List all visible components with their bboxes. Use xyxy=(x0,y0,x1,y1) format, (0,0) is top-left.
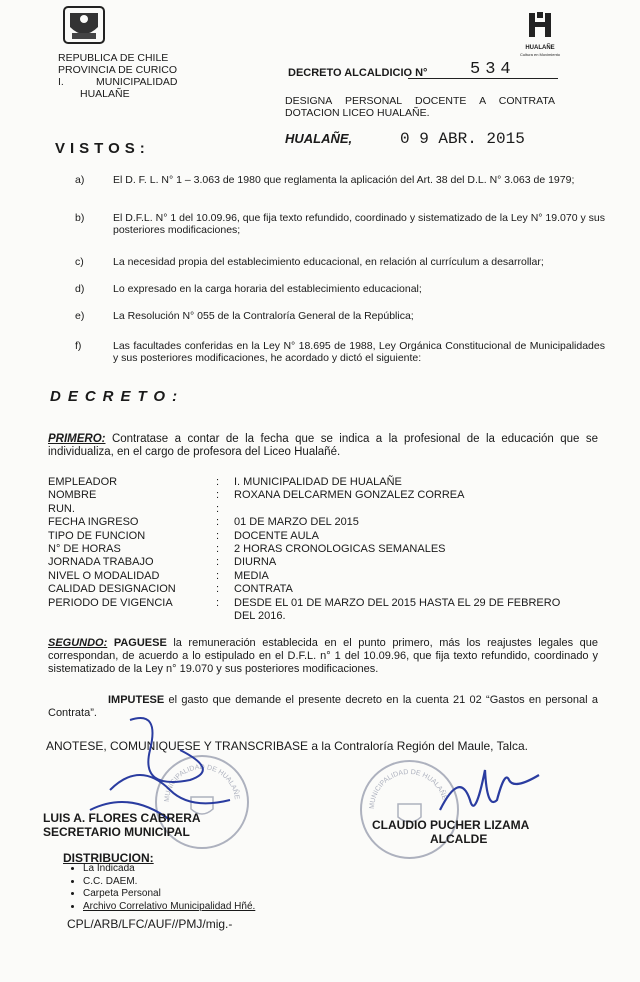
decree-subject: DESIGNA PERSONAL DOCENTE A CONTRATA DOTACION LICEO HUALAÑE. xyxy=(285,95,555,119)
field-value: DESDE EL 01 DE MARZO DEL 2015 HASTA EL 29 DE FEBRERO xyxy=(234,596,561,609)
item-text: Las facultades conferidas en la Ley N° 18.695 de 1988, Ley Orgánica Constitucional de Municipalidades y sus posteriores modificaciones, he acordado y dictó el siguiente: xyxy=(113,340,605,364)
field-value: ROXANA DELCARMEN GONZALEZ CORREA xyxy=(234,489,465,502)
org-line: I. xyxy=(58,76,64,88)
field-label: CALIDAD DESIGNACION xyxy=(48,583,176,596)
primero-text: Contratase a contar de la fecha que se indica a la profesional de la educación que se individualiza, en el cargo de profesora del Liceo Hualañé. xyxy=(48,433,598,458)
imputese-bold: IMPUTESE xyxy=(108,694,165,706)
hualane-logo xyxy=(510,10,570,60)
right-signatory-title: ALCALDE xyxy=(430,832,488,846)
field-label: N° DE HORAS xyxy=(48,542,121,555)
org-line: PROVINCIA DE CURICO xyxy=(58,64,178,76)
field-label: JORNADA TRABAJO xyxy=(48,556,154,569)
left-signatory-name: LUIS A. FLORES CABRERA xyxy=(43,811,201,825)
logo-text: HUALAÑE xyxy=(525,45,555,51)
item-text: El D.F.L. N° 1 del 10.09.96, que fija texto refundido, coordinado y sistematizado de la Ley N° 19.070 y sus posteriores modificaciones; xyxy=(113,212,605,236)
right-signatory-name: CLAUDIO PUCHER LIZAMA xyxy=(372,818,530,832)
hualane-h-icon xyxy=(525,10,555,40)
field-value: I. MUNICIPALIDAD DE HUALAÑE xyxy=(234,476,402,488)
item-letter: c) xyxy=(75,256,84,268)
decree-number-underline xyxy=(408,78,558,79)
field-label: EMPLEADOR xyxy=(48,476,118,488)
item-text: La necesidad propia del establecimiento educacional, en relación al currículum a desarrollar; xyxy=(113,256,544,268)
list-item: • Carpeta Personal xyxy=(83,888,255,901)
org-line: MUNICIPALIDAD xyxy=(96,76,178,88)
imputese-text: el gasto que demande el presente decreto en la cuenta 21 02 “Gastos en personal a Contrata”. xyxy=(48,694,598,719)
field-label: RUN. xyxy=(48,502,75,515)
field-value: DIURNA xyxy=(234,556,277,569)
segundo-paragraph xyxy=(48,637,598,676)
primero-label: PRIMERO: xyxy=(48,433,106,445)
org-line: HUALAÑE xyxy=(80,88,130,100)
segundo-label: SEGUNDO: xyxy=(48,637,108,649)
decree-place: HUALAÑE, xyxy=(285,131,353,146)
distribucion-list xyxy=(48,863,255,913)
left-signatory-title: SECRETARIO MUNICIPAL xyxy=(43,825,190,839)
field-value: CONTRATA xyxy=(234,583,293,596)
field-label: NIVEL O MODALIDAD xyxy=(48,569,160,582)
item-letter: f) xyxy=(75,340,82,352)
item-text: Lo expresado en la carga horaria del establecimiento educacional; xyxy=(113,283,422,295)
org-header xyxy=(58,52,177,100)
primero-paragraph xyxy=(48,433,598,459)
item-letter: a) xyxy=(75,174,85,186)
list-item: • La Indicada xyxy=(83,863,255,876)
segundo-text: la remuneración establecida en el punto primero, más los reajustes legales que correspondan, de acuerdo a lo estipulado en el D.F.L. n° 1 del 10.09.96, que fija texto refundido, coordinado y sistematizado de la Ley n° 19.070 y sus posteriores modificaciones. xyxy=(48,637,599,675)
anotese-line: ANOTESE, COMUNIQUESE Y TRANSCRIBASE a la Contraloría Región del Maule, Talca. xyxy=(46,739,528,753)
decree-label: DECRETO ALCALDICIO N° xyxy=(288,67,428,79)
field-value: 01 DE MARZO DEL 2015 xyxy=(234,516,359,529)
segundo-bold: PAGUESE xyxy=(107,637,167,649)
org-line: REPUBLICA DE CHILE xyxy=(58,52,169,64)
stamp-text: MUNICIPALIDAD DE HUALAÑE xyxy=(368,768,448,810)
field-label: TIPO DE FUNCION xyxy=(48,529,146,542)
item-text: La Resolución N° 055 de la Contraloría General de la República; xyxy=(113,310,414,322)
field-value-continued: DEL 2016. xyxy=(234,609,286,622)
item-letter: b) xyxy=(75,212,85,224)
vistos-title: VISTOS: xyxy=(55,140,150,157)
initials-line: CPL/ARB/LFC/AUF//PMJ/mig.- xyxy=(67,917,233,931)
item-letter: d) xyxy=(75,283,85,295)
list-item: • Archivo Correlativo Municipalidad Hñé. xyxy=(83,901,255,914)
decreto-title: DECRETO: xyxy=(50,388,185,405)
field-value: MEDIA xyxy=(234,569,269,582)
item-text: El D. F. L. N° 1 – 3.063 de 1980 que reglamenta la aplicación del Art. 38 del D.L. N° 3.063 de 1979; xyxy=(113,174,575,186)
municipal-crest-logo xyxy=(62,3,106,47)
list-item: • C.C. DAEM. xyxy=(83,876,255,889)
decree-date: 0 9 ABR. 2015 xyxy=(400,130,525,148)
field-label: PERIODO DE VIGENCIA xyxy=(48,596,173,609)
logo-subtext: Cultura en Movimiento xyxy=(519,52,561,57)
field-value: DOCENTE AULA xyxy=(234,529,319,542)
field-label: NOMBRE xyxy=(48,489,97,502)
decree-number: 534 xyxy=(470,60,516,79)
item-letter: e) xyxy=(75,310,85,322)
stamp-text: MUNICIPALIDAD DE HUALAÑE xyxy=(163,763,240,803)
field-value: 2 HORAS CRONOLOGICAS SEMANALES xyxy=(234,542,446,555)
distribucion-title: DISTRIBUCION: xyxy=(63,851,154,865)
field-label: FECHA INGRESO xyxy=(48,516,139,529)
